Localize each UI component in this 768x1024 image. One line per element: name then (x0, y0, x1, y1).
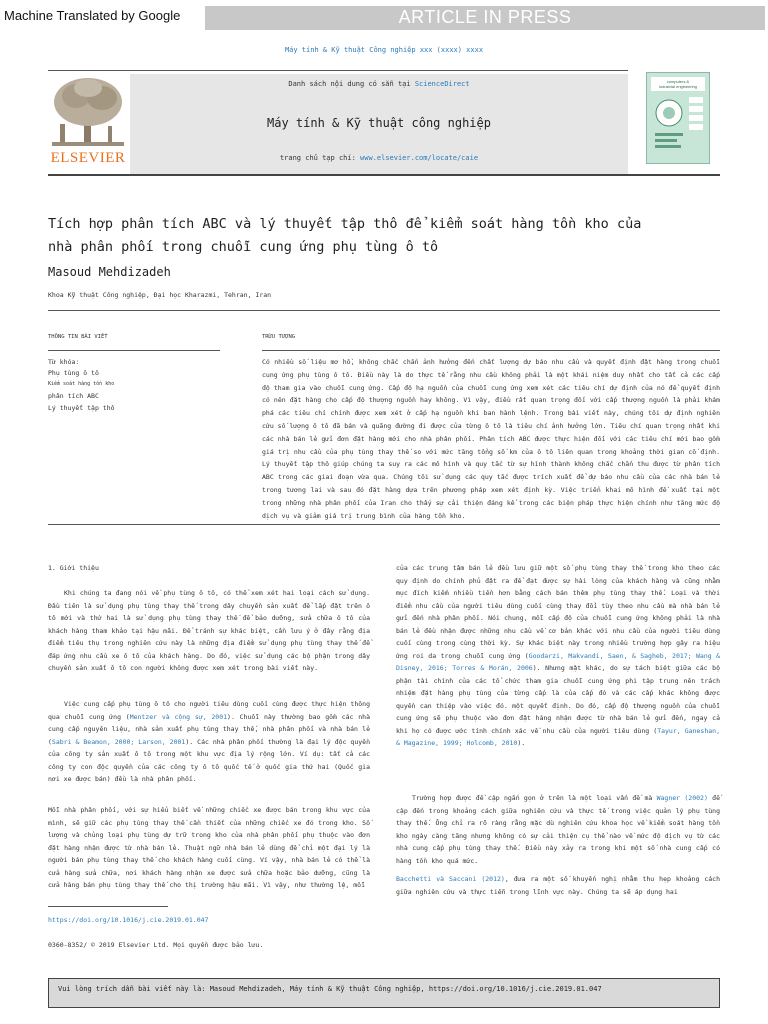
intro-heading: 1. Giới thiệu (48, 564, 99, 572)
available-prefix: Danh sách nội dung có sẵn tại (288, 80, 415, 88)
citation-link[interactable]: Bacchetti và Saccani (2012) (396, 875, 505, 883)
homepage-link[interactable]: www.elsevier.com/locate/caie (360, 154, 479, 162)
keyword-item: Lý thuyết tập thô (48, 404, 115, 412)
article-title-line1: Tích hợp phân tích ABC và lý thuyết tập thô để kiểm soát hàng tồn kho của (48, 216, 642, 232)
intro-paragraph: của các trung tâm bán lẻ đều lưu giữ một số phụ tùng thay thế trong kho theo các quy định do chính phủ đặt ra để đạt được sự hài lòng của khách hàng và cũng nhằm mục đích kiếm nhiều tiền hơn bằng cách bán thêm phụ tùng thay thế. Loại và thời điểm nhu cầu của người tiêu dùng cuối cùng thay đổi tùy theo nhu cầu mà nhà bán lẻ gửi đến nhà phân phối. Nói chung, mỗi cấp độ của chuỗi cung ứng không phải là nhà bán lẻ đều nhận được những nhu cầu về cơ bản khác với nhu cầu của người tiêu dùng cuối cùng trong cùng thời kỳ. Sự khác biệt này trong nhiều trường hợp gây ra hiệu ứng roi da trong chuỗi cung ứng (Goodarzi, Makvandi, Saen, & Sagheb, 2017; Wang & Disney, 2016; Torres & Morán, 2006). Nhưng mặt khác, do sự tách biệt giữa các bộ phận tài chính của các tổ chức tham gia chuỗi cung ứng phi tập trung nên trách nhiệm đặt hàng phụ tùng của từng cấp là của cấp đó và các cấp khác không được quyền can thiệp vào việc đó. một quyết định. Do đó, cấp độ thượng nguồn của chuỗi cung ứng sẽ phụ thuộc vào đơn đặt hàng nhận được từ nhà bán lẻ gửi đến, ngay cả khi họ có được ước tính chính xác về nhu cầu của người tiêu dùng (Tayur, Ganeshan, & Magazine, 1999; Holcomb, 2010). (396, 564, 721, 747)
article-in-press-label: ARTICLE IN PRESS (398, 7, 572, 27)
keyword-item: phân tích ABC (48, 392, 99, 400)
intro-paragraph: Bacchetti và Saccani (2012), đưa ra một số khuyến nghị nhằm thu hẹp khoảng cách giữa nghiên cứu và thực tiễn trong lĩnh vực này. Chúng ta sẽ áp dụng hai (396, 875, 720, 896)
citation-link[interactable]: Goodarzi, Makvandi, Saen, & Sagheb, 2017; Wang & Disney, 2016; Torres & Morán, 2006 (396, 651, 721, 672)
keyword-item: Kiểm soát hàng tồn kho (48, 381, 115, 387)
article-title-line2: nhà phân phối trong chuỗi cung ứng phụ tùng ô tô (48, 239, 439, 255)
keywords-label: Từ khóa: (48, 358, 80, 366)
article-title (48, 213, 688, 259)
copyright-notice: 0360-8352/ © 2019 Elsevier Ltd. Mọi quyền được bảo lưu. (48, 941, 264, 949)
homepage-prefix: trang chủ tạp chí: (279, 154, 361, 162)
journal-reference[interactable]: Máy tính & Kỹ thuật Công nghiệp xxx (xxxx) xxxx (284, 46, 484, 54)
machine-translated-label: Machine Translated by Google (4, 8, 181, 23)
abstract-rule (262, 350, 720, 351)
author-affiliation: Khoa Kỹ thuật Công nghiệp, Đại học Kharazmi, Tehran, Iran (48, 291, 272, 299)
citation-notice-box (48, 978, 720, 1008)
contents-available (130, 80, 628, 88)
keyword-item: Phụ tùng ô tô (48, 369, 99, 377)
info-rule (48, 350, 220, 351)
intro-paragraph: Khi chúng ta đang nói về phụ tùng ô tô, có thể xem xét hai loại cách sử dụng. Đầu tiên là sử dụng phụ tùng thay thế trong dây chuyền sản xuất để lắp đặt trên ô tô mới và thứ hai là sử dụng phụ tùng thay thế để bảo dưỡng, sửa chữa ô tô của khách hàng tham khảo tại hậu mãi. Để tránh sự khác biệt, cần lưu ý ở đây rằng địa điểm tiêu thụ trong nghiên cứu này là những địa điểm sử dụng phụ tùng thay thế để đáp ứng nhu cầu xe ô tô của khách hàng. Do đó, việc sử dụng các bộ phận trong dây chuyền sản xuất ô tô con người không được xem xét trong bài viết này. (48, 589, 370, 672)
author-name[interactable]: Masoud Mehdizadeh (48, 265, 171, 279)
citation-notice[interactable]: Vui lòng trích dẫn bài viết này là: Masoud Mehdizadeh, Máy tính & Kỹ thuật Công nghiệp, https://doi.org/10.1016/j.cie.2019.01.047 (58, 985, 602, 993)
journal-title: Máy tính & Kỹ thuật công nghiệp (267, 116, 491, 130)
article-info-label: THÔNG TIN BÀI VIẾT (48, 334, 108, 340)
citation-link[interactable]: Tayur, Ganeshan, & Magazine, 1999; Holcomb, 2010 (396, 726, 720, 747)
cover-title: computers & (666, 79, 690, 84)
citation-link[interactable]: Wagner (2002) (656, 794, 708, 802)
header-bottom-rule (48, 174, 720, 176)
intro-paragraph: Trường hợp được đề cập ngắn gọn ở trên là một loại vấn đề mà Wagner (2002) đề cập đến trong khoảng cách giữa nghiên cứu và thực tế trong việc quản lý phụ tùng thay thế. Ông chỉ ra rõ ràng rằng mặc dù nghiên cứu khoa học về kiểm soát hàng tồn kho ngày càng tăng nhưng không có sự cải thiện cụ thể nào về mức độ dịch vụ từ các nhà cung cấp phụ tùng thay thế. Điều này xảy ra trong khi một số nhà cung cấp có hàng tồn kho quá mức. (396, 794, 720, 865)
footnote-rule (48, 906, 168, 907)
intro-paragraph: Mỗi nhà phân phối, với sự hiểu biết về những chiếc xe được bán trong khu vực của mình, sẽ giữ các phụ tùng thay thế cần thiết của những chiếc xe đó trong kho. Số lượng và chủng loại phụ tùng dự trữ trong kho của nhà phân phối phụ thuộc vào đơn đặt hàng nhận được từ nhà bán lẻ. Thuật ngữ nhà bán lẻ dùng để chỉ một đại lý là người bán phụ tùng thay thế cho khách hàng cuối cùng. Ví vậy, nhà bán lẻ có thể là cửa hàng sửa chữa, nơi khách hàng nhận xe được sửa chữa hoặc bảo dưỡng, cũng là cửa hàng bán phụ tùng thay thế cho thị trường hậu mãi. Vì vậy, như thường lệ, mỗi (48, 806, 370, 889)
abstract-text: Có nhiều số liệu mơ hồ, không chắc chắn ảnh hưởng đến chất lượng dự báo nhu cầu và quyết định đặt hàng trong chuỗi cung ứng phụ tùng ô tô. Điều này là do thực tế rằng nhu cầu không phải là một khái niệm duy nhất cho tất cả các cấp độ tham gia vào chuỗi cung ứng. Cấp độ hạ nguồn của chuỗi cung ứng xem xét các tiêu chí dự định của nó để quyết định có nên đặt hàng cho cấp độ thượng nguồn hay không. Vì vậy, điều rất quan trọng đối với cấp thượng nguồn là phải khám phá các tiêu chí chính được xem xét ở cấp hạ nguồn khi ban hành lệnh. Trong bài viết này, chúng tôi dự định nghiên cứu số lượng ô tô đã bán và quãng đường đi được của từng ô tô là tiêu chí ảnh hưởng lớn. Tiêu chí quan trọng nhất khi các nhà bán lẻ gửi đơn đặt hàng mới cho nhà phân phối. Phân tích ABC được thực hiện đối với các tiêu chí mới bao gồm giá trị nhu cầu của phụ tùng thay thế so với mức tăng tổng số km của ô tô liên quan trong khoảng thời gian cố định. Lý thuyết tập thô giúp chúng ta suy ra các mô hình và quy tắc từ sự hình thành không chắc chắn thu được từ phân tích ABC trong các giai đoạn vừa qua. Chúng tôi sử dụng các quy tắc được trích xuất để dự báo nhu cầu của các nhà bán lẻ trong tương lai và sau đó đặt hàng dựa trên phương pháp xem xét định kỳ. Việc triển khai mô hình đề xuất tại một trong những nhà phân phối của Iran cho thấy sự cải thiện đáng kể trong các biện pháp thực hiện chính như tăng mức độ dịch vụ và giảm giá trị trung bình của hàng tồn kho. (262, 358, 720, 520)
doi-link[interactable]: https://doi.org/10.1016/j.cie.2019.01.047 (48, 916, 209, 924)
journal-cover-image[interactable] (646, 72, 710, 164)
abstract-label: TRỪU TƯỢNG (262, 334, 296, 340)
title-bottom-rule (48, 310, 720, 311)
header-top-rule (48, 70, 628, 71)
publisher-name: ELSEVIER (50, 150, 126, 166)
svg-text:industrial engineering: industrial engineering (658, 84, 698, 89)
citation-link[interactable]: Mentzer và cộng sự, 2001 (129, 712, 228, 721)
doi-wrap (48, 914, 208, 927)
abstract-bottom-rule (48, 524, 720, 525)
journal-homepage (130, 154, 628, 162)
citation-link[interactable]: Sabri & Beamon, 2000; Larson, 2001 (51, 737, 186, 746)
intro-paragraph: Việc cung cấp phụ tùng ô tô cho người tiêu dùng cuối cùng được thực hiện thông qua chuỗi cung ứng (Mentzer và cộng sự, 2001). Chuỗi này thường bao gồm các nhà cung cấp nguyên liệu, nhà sản xuất phụ tùng thay thế, nhà phân phối và nhà bán lẻ (Sabri & Beamon, 2000; Larson, 2001). Các nhà phân phối thường là đại lý độc quyền của công ty sản xuất ô tô trong một khu vực địa lý rộng lớn. Ví dụ: tất cả các công ty con độc quyền của các công ty ô tô quốc tế ở quốc gia thứ hai (Quốc gia nơi xe được bán) đều là nhà phân phối. (48, 700, 370, 783)
sciencedirect-link[interactable]: ScienceDirect (414, 80, 470, 88)
